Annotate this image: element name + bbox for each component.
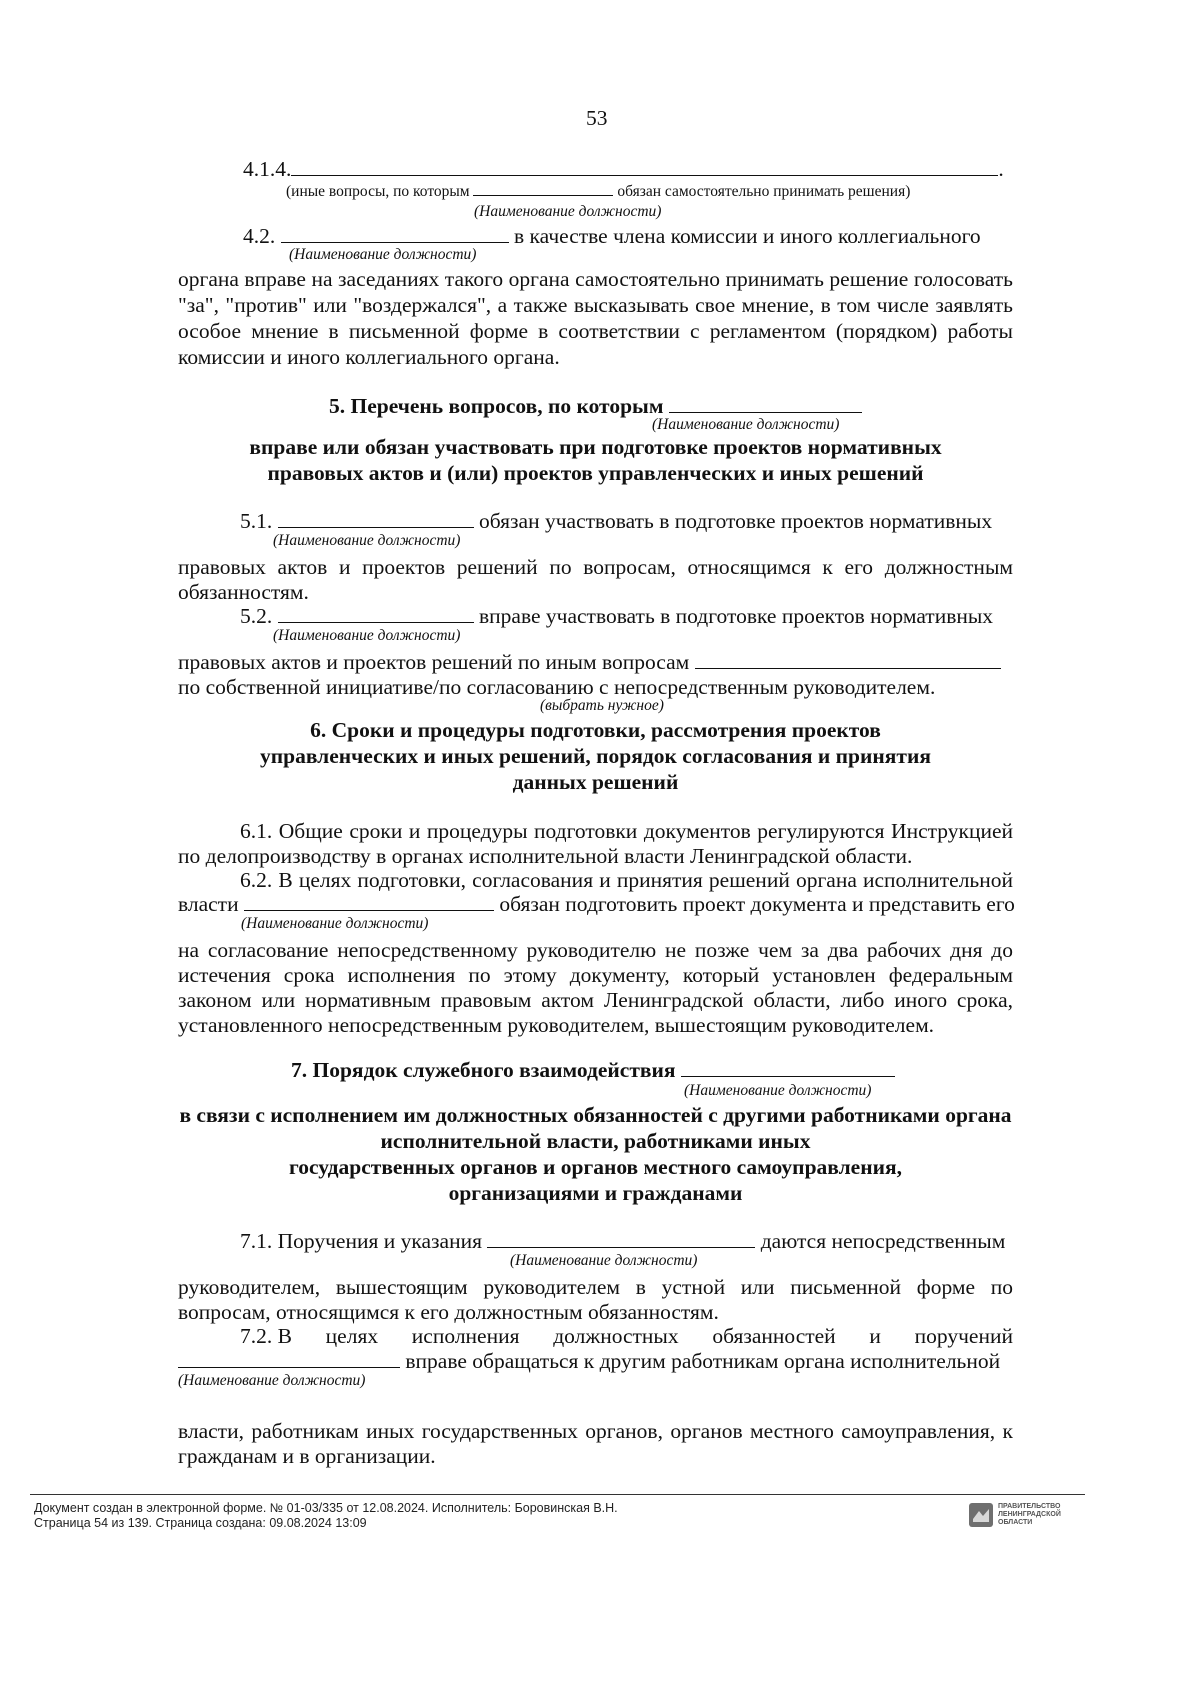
position-caption: (Наименование должности) [684, 1082, 872, 1099]
clause-text: обязан участвовать в подготовке проектов нормативных [479, 509, 993, 533]
section-6-heading-line: управленческих и иных решений, порядок согласования и принятия [260, 744, 931, 768]
blank-line [291, 157, 998, 176]
paragraph-line: правовых актов и проектов решений по вопросам, относящимся к его должностным [178, 555, 1013, 579]
paragraph-line: установленного непосредственным руководителем, вышестоящим руководителем. [178, 1013, 935, 1037]
blank-line [244, 892, 494, 911]
section-6-heading-line: 6. Сроки и процедуры подготовки, рассмотрения проектов [310, 718, 881, 742]
blank-line [487, 1229, 755, 1248]
line-text: 7.1. Поручения и указания [240, 1229, 482, 1253]
logo-line: ЛЕНИНГРАДСКОЙ [998, 1511, 1061, 1518]
paragraph-line: по делопроизводству в органах исполнительной власти Ленинградской области. [178, 844, 913, 868]
section-7-heading-line: государственных органов и органов местного самоуправления, [289, 1155, 902, 1179]
position-caption: (Наименование должности) [178, 1372, 366, 1389]
clause-5-2 [240, 603, 993, 629]
clause-7-2-line [178, 1348, 1000, 1374]
word: целях [325, 1324, 379, 1348]
line-text: правовых актов и проектов решений по иным вопросам [178, 650, 690, 674]
blank-line [681, 1058, 895, 1077]
choose-caption: (выбрать нужное) [540, 697, 664, 714]
section-5-heading-line: вправе или обязан участвовать при подготовке проектов нормативных [249, 435, 942, 459]
word: обязанностей [712, 1324, 836, 1348]
line-text: вправе обращаться к другим работникам органа исполнительной [405, 1349, 1001, 1373]
position-caption: (Наименование должности) [273, 627, 461, 644]
position-caption: (Наименование должности) [241, 915, 429, 932]
paragraph-line: "за", "против" или "воздержался", а также высказывать свое мнение, в том числе заявлять [178, 293, 1013, 317]
clause-4-1-4 [243, 156, 1004, 182]
clause-6-2-line [178, 891, 1015, 917]
section-6-heading-line: данных решений [512, 770, 679, 794]
clause-text: вправе участвовать в подготовке проектов нормативных [479, 604, 994, 628]
logo-caption [998, 1503, 1061, 1527]
position-caption: (Наименование должности) [273, 532, 461, 549]
paragraph-line: 6.2. В целях подготовки, согласования и принятия решений органа исполнительной [240, 868, 1013, 892]
heading-text: 5. Перечень вопросов, по которым [329, 394, 664, 418]
word: и [869, 1324, 881, 1348]
heading-text: 7. Порядок служебного взаимодействия [291, 1058, 676, 1082]
line-text: власти [178, 892, 239, 916]
clause-number: 4.1.4. [243, 157, 292, 181]
note-other-questions [286, 183, 910, 201]
word: должностных [553, 1324, 679, 1348]
blank-line [695, 650, 1001, 669]
blank-line [178, 1349, 400, 1368]
position-caption: (Наименование должности) [289, 246, 477, 263]
paragraph-line: власти, работникам иных государственных органов, органов местного самоуправления, к [178, 1419, 1013, 1443]
clause-7-2-line [240, 1323, 1013, 1349]
paragraph-line [178, 649, 1001, 675]
blank-line [473, 183, 613, 196]
footer-line: Документ создан в электронной форме. № 01-03/335 от 12.08.2024. Исполнитель: Боровинская В.Н. [34, 1501, 618, 1515]
line-text: даются непосредственным [760, 1229, 1006, 1253]
position-caption: (Наименование должности) [474, 203, 662, 220]
word: исполнения [411, 1324, 520, 1348]
section-5-heading-line: правовых актов и (или) проектов управленческих и иных решений [267, 461, 924, 485]
line-text: обязан подготовить проект документа и представить его [499, 892, 1015, 916]
clause-5-1 [240, 508, 992, 534]
paragraph-line: на согласование непосредственному руководителю не позже чем за два рабочих дня до [178, 938, 1013, 962]
logo-line: ПРАВИТЕЛЬСТВО [998, 1503, 1061, 1510]
clause-number: 5.2. [240, 604, 273, 628]
paragraph-line: законом или нормативным правовым актом Ленинградской области, либо иного срока, [178, 988, 1013, 1012]
section-7-heading-line: исполнительной власти, работниками иных [380, 1129, 811, 1153]
section-7-heading [291, 1057, 895, 1084]
paragraph-line: органа вправе на заседаниях такого органа самостоятельно принимать решение голосовать [178, 267, 1013, 291]
clause-number: 5.1. [240, 509, 273, 533]
clause-7-1 [240, 1228, 1005, 1254]
paragraph-line: гражданам и в организации. [178, 1444, 436, 1468]
section-7-heading-line: организациями и гражданами [448, 1181, 743, 1205]
note-text-b: обязан самостоятельно принимать решения) [617, 183, 911, 200]
paragraph-line: обязанностям. [178, 580, 309, 604]
blank-line [278, 509, 474, 528]
clause-end: . [998, 157, 1004, 181]
word: 7.2. В [240, 1324, 292, 1348]
paragraph-line: по собственной инициативе/по согласованию с непосредственным руководителем. [178, 675, 936, 699]
blank-line [281, 224, 509, 243]
paragraph-line: особое мнение в письменной форме в соответствии с регламентом (порядком) работы [178, 319, 1013, 343]
emblem-icon [968, 1502, 994, 1528]
word: поручений [914, 1324, 1013, 1348]
section-7-heading-line: в связи с исполнением им должностных обязанностей с другими работниками органа [179, 1103, 1012, 1127]
note-text-a: (иные вопросы, по которым [286, 183, 470, 200]
page-number: 53 [586, 106, 608, 130]
footer-line: Страница 54 из 139. Страница создана: 09.08.2024 13:09 [34, 1516, 367, 1530]
blank-line [669, 394, 862, 413]
paragraph-line: руководителем, вышестоящим руководителем в устной или письменной форме по [178, 1275, 1013, 1299]
blank-line [278, 604, 474, 623]
paragraph-line: комиссии и иного коллегиального органа. [178, 345, 560, 369]
paragraph-line: 6.1. Общие сроки и процедуры подготовки документов регулируются Инструкцией [240, 819, 1013, 843]
position-caption: (Наименование должности) [510, 1252, 698, 1269]
clause-number: 4.2. [243, 224, 276, 248]
logo-line: ОБЛАСТИ [998, 1519, 1033, 1526]
paragraph-line: вопросам, относящимся к его должностным обязанностям. [178, 1300, 719, 1324]
position-caption: (Наименование должности) [652, 416, 840, 433]
clause-text: в качестве члена комиссии и иного коллегиального [514, 224, 981, 248]
footer-divider [30, 1494, 1085, 1495]
paragraph-line: истечения срока исполнения по этому документу, который установлен федеральным [178, 963, 1013, 987]
